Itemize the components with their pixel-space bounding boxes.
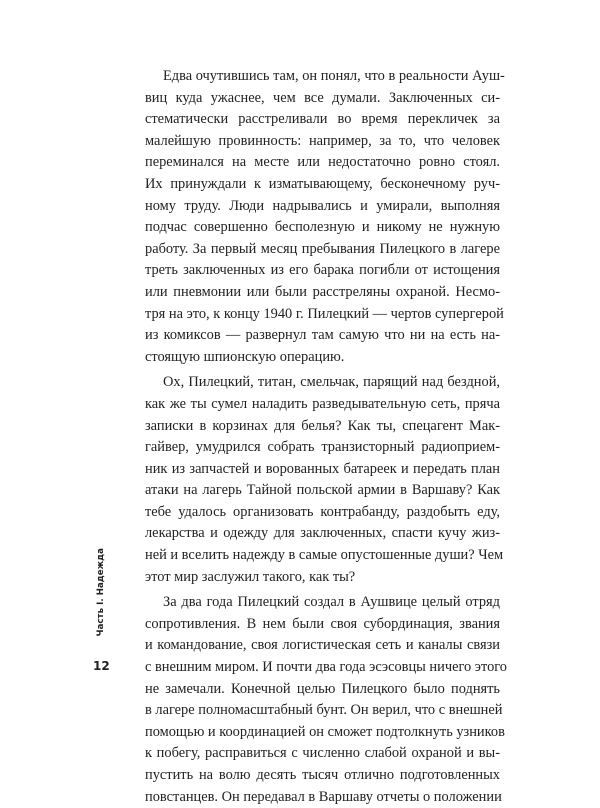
text-line: в лагере полномасштабный бунт. Он верил, что с внешней [145, 702, 503, 719]
text-line: сопротивления. В нем были своя субординация, звания [145, 615, 500, 632]
text-line: тря на это, к концу 1940 г. Пилецкий — чертов супергерой [145, 305, 504, 322]
text-line: подчас совершенно бесполезную и никому не нужную [145, 219, 500, 236]
text-line: переминался на месте или недостаточно ровно стоял. [145, 154, 500, 171]
text-line: лекарства и одежду для заключенных, спасти кучу жиз- [145, 525, 500, 542]
text-line: ней и вселить надежду в самые опустошенные души? Чем [145, 547, 504, 564]
text-line: треть заключенных из его барака погибли от истощения [145, 262, 500, 279]
text-line: работу. За первый месяц пребывания Пилецкого в лагере [145, 240, 500, 257]
text-line: с внешним миром. И почти два года эсэсовцы ничего этого [145, 659, 507, 676]
text-line: или пневмонии или были расстреляны охраной. Несмо- [145, 283, 500, 300]
text-line: тебе удалось организовать контрабанду, раздобыть еду, [145, 503, 500, 520]
text-line: ному труду. Люди надрывались и умирали, выполняя [145, 197, 500, 214]
text-line: ник из запчастей и ворованных батареек и передать план [145, 460, 500, 477]
text-line: малейшую провинность: например, за то, что человек [145, 132, 500, 149]
text-line: Ох, Пилецкий, титан, смельчак, парящий над бездной, [163, 374, 500, 391]
text-line: гайвер, умудрился собрать транзисторный радиоприем- [145, 439, 500, 456]
paragraph-2 [145, 372, 504, 588]
text-line: как же ты сумел наладить разведывательную сеть, пряча [145, 395, 500, 412]
text-line: и командование, своя логистическая сеть и каналы связи [145, 637, 500, 654]
text-line: повстанцев. Он передавал в Варшаву отчеты о положении [145, 788, 502, 805]
text-line: из комиксов — развернул там самую что ни на есть на- [145, 327, 500, 344]
text-line: За два года Пилецкий создал в Аушвице целый отряд [163, 594, 500, 611]
text-line: стематически расстреливали во время перекличек за [145, 111, 500, 128]
text-line: помощью и координацией он сможет подтолкнуть узников [145, 723, 505, 740]
text-line: этот мир заслужил такого, как ты? [145, 568, 356, 585]
text-line: стоящую шпионскую операцию. [145, 348, 345, 365]
paragraph-1 [145, 66, 505, 368]
running-head: Часть I. Надежда [96, 548, 106, 637]
text-line: пустить на волю десять тысяч отлично подготовленных [145, 767, 500, 783]
text-line: записки в корзинах для белья? Как ты, спецагент Мак- [145, 417, 500, 434]
text-line: Их принуждали к изматывающему, бесконечному руч- [145, 175, 500, 192]
page-number: 12 [93, 659, 110, 673]
text-line: не замечали. Конечной целью Пилецкого было поднять [145, 680, 500, 697]
text-line: Едва очутившись там, он понял, что в реальности Ауш- [163, 68, 505, 84]
body-text [145, 66, 507, 808]
text-line: атаки на лагерь Тайной польской армии в Варшаву? Как [145, 482, 500, 499]
text-line: виц куда ужаснее, чем все думали. Заключенных си- [145, 89, 500, 106]
text-line: к побегу, расправиться с численно слабой охраной и вы- [145, 745, 500, 762]
paragraph-3 [145, 592, 507, 808]
